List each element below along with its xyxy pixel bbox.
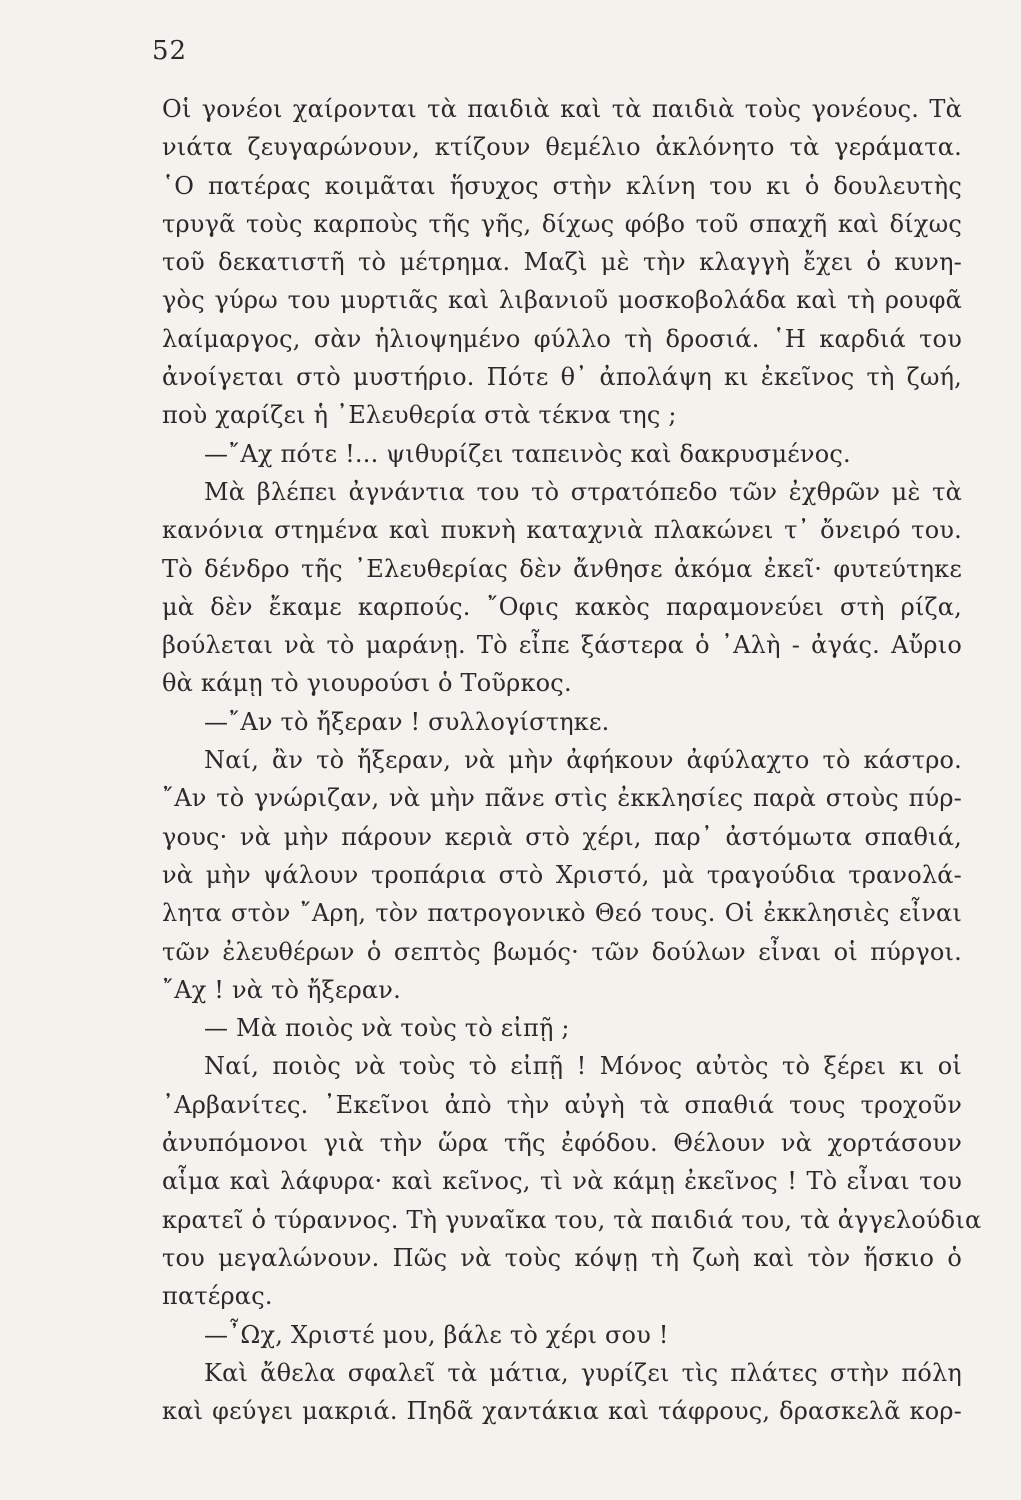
text-line: κρατεῖ ὁ τύραννος. Τὴ γυναῖκα του, τὰ παιδιά του, τὰ ἀγγελούδια <box>162 1205 982 1234</box>
text-line: Ναί, ποιὸς νὰ τοὺς τὸ εἰπῇ ! Μόνος αὐτὸς τὸ ξέρει κι οἱ <box>204 1052 962 1081</box>
text-line: τοῦ δεκατιστῆ τὸ μέτρημα. Μαζὶ μὲ τὴν κλαγγὴ ἔχει ὁ κυνη- <box>162 248 962 277</box>
text-line: Οἱ γονέοι χαίρονται τὰ παιδιὰ καὶ τὰ παιδιὰ τοὺς γονέους. Τὰ <box>162 95 962 123</box>
text-line: Τὸ δένδρο τῆς ᾿Ελευθερίας δὲν ἄνθησε ἀκόμα ἐκεῖ· φυτεύτηκε <box>162 554 962 583</box>
text-line: τρυγᾶ τοὺς καρποὺς τῆς γῆς, δίχως φόβο τοῦ σπαχῆ καὶ δίχως <box>162 209 962 238</box>
text-line: αἷμα καὶ λάφυρα· καὶ κεῖνος, τὶ νὰ κάμῃ ἐκεῖνος ! Τὸ εἶναι του <box>162 1167 962 1196</box>
text-line: τῶν ἐλευθέρων ὁ σεπτὸς βωμός· τῶν δούλων εἶναι οἱ πύργοι. <box>162 937 962 966</box>
text-line: ῾Ο πατέρας κοιμᾶται ἥσυχος στὴν κλίνη του κι ὁ δουλευτὴς <box>162 171 962 200</box>
text-line: καὶ φεύγει μακριά. Πηδᾶ χαντάκια καὶ τάφρους, δρασκελᾶ κορ- <box>162 1397 962 1426</box>
text-line: γους· νὰ μὴν πάρουν κεριὰ στὸ χέρι, παρ᾿ ἀστόμωτα σπαθιά, <box>162 822 962 851</box>
text-line: θὰ κάμῃ τὸ γιουρούσι ὁ Τοῦρκος. <box>162 669 572 698</box>
text-line: κανόνια στημένα καὶ πυκνὴ καταχνιὰ πλακώνει τ᾿ ὄνειρό του. <box>162 516 962 545</box>
text-line: γὸς γύρω του μυρτιᾶς καὶ λιβανιοῦ μοσκοβολάδα καὶ τὴ ρουφᾶ <box>162 286 962 315</box>
text-line: λαίμαργος, σὰν ἡλιοψημένο φύλλο τὴ δροσιά. ῾Η καρδιά του <box>162 324 962 353</box>
text-line: ᾿Αρβανίτες. ᾿Εκεῖνοι ἀπὸ τὴν αὐγὴ τὰ σπαθιά τους τροχοῦν <box>162 1090 962 1119</box>
text-line: ἀνοίγεται στὸ μυστήριο. Πότε θ᾿ ἀπολάψη κι ἐκεῖνος τὴ ζωή, <box>162 363 962 392</box>
text-line: Ναί, ἂν τὸ ἤξεραν, νὰ μὴν ἀφήκουν ἀφύλαχτο τὸ κάστρο. <box>204 746 962 775</box>
text-line: ποὺ χαρίζει ἡ ᾿Ελευθερία στὰ τέκνα της ; <box>162 401 677 430</box>
text-line: λητα στὸν ῎Αρη, τὸν πατρογονικὸ Θεό τους. Οἱ ἐκκλησιὲς εἶναι <box>162 899 962 928</box>
text-line: νιάτα ζευγαρώνουν, κτίζουν θεμέλιο ἀκλόνητο τὰ γεράματα. <box>162 133 962 162</box>
body-text <box>162 90 982 1430</box>
text-line: —῎Αν τὸ ἤξεραν ! συλλογίστηκε. <box>204 707 610 736</box>
text-line: του μεγαλώνουν. Πῶς νὰ τοὺς κόψῃ τὴ ζωὴ καὶ τὸν ἥσκιο ὁ <box>162 1243 962 1272</box>
text-line: ῎Αχ ! νὰ τὸ ἤξεραν. <box>162 975 401 1004</box>
page-number: 52 <box>152 36 188 66</box>
text-line: —῎Αχ πότε !... ψιθυρίζει ταπεινὸς καὶ δακρυσμένος. <box>204 439 851 468</box>
text-line: βούλεται νὰ τὸ μαράνῃ. Τὸ εἶπε ξάστερα ὁ ᾿Αλὴ - ἀγάς. Αὔριο <box>162 631 962 660</box>
text-line: ῎Αν τὸ γνώριζαν, νὰ μὴν πᾶνε στὶς ἐκκλησίες παρὰ στοὺς πύρ- <box>162 784 962 813</box>
text-line: μὰ δὲν ἔκαμε καρπούς. ῎Οφις κακὸς παραμονεύει στὴ ρίζα, <box>162 592 962 621</box>
text-line: νὰ μὴν ψάλουν τροπάρια στὸ Χριστό, μὰ τραγούδια τρανολά- <box>162 860 962 889</box>
text-line: — Μὰ ποιὸς νὰ τοὺς τὸ εἰπῇ ; <box>204 1014 570 1043</box>
text-line: Καὶ ἄθελα σφαλεῖ τὰ μάτια, γυρίζει τὶς πλάτες στὴν πόλη <box>204 1358 962 1387</box>
text-line: —῏Ωχ, Χριστέ μου, βάλε τὸ χέρι σου ! <box>204 1320 669 1349</box>
text-line: ἀνυπόμονοι γιὰ τὴν ὥρα τῆς ἐφόδου. Θέλουν νὰ χορτάσουν <box>162 1129 962 1158</box>
text-line: πατέρας. <box>162 1282 273 1311</box>
text-line: Μὰ βλέπει ἀγνάντια του τὸ στρατόπεδο τῶν ἐχθρῶν μὲ τὰ <box>204 477 962 506</box>
